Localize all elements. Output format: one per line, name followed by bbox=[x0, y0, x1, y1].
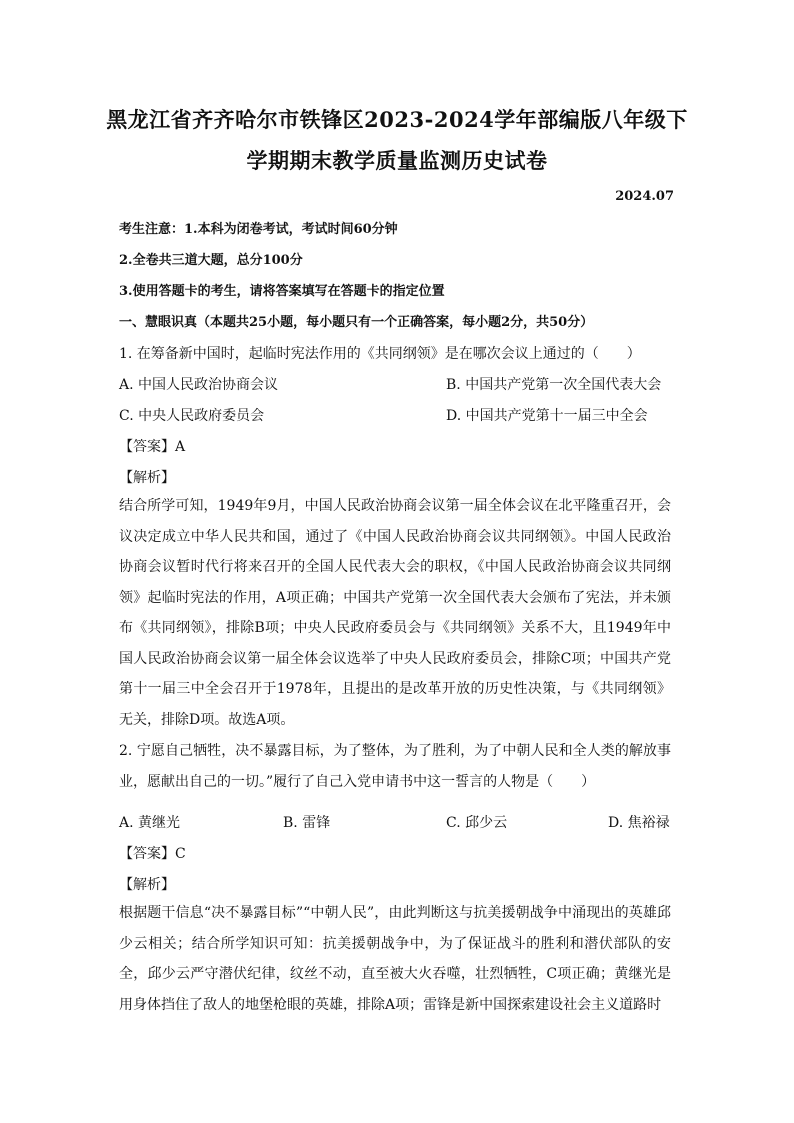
note-1: 考生注意：1.本科为闭卷考试，考试时间60分钟 bbox=[119, 222, 398, 237]
q1-analysis: 结合所学可知，1949年9月，中国人民政治协商会议第一届全体会议在北平隆重召开，会议决定成立中华人民共和国，通过了《中国人民政治协商会议共同纲领》。中国人民政治协商会议暂时代行将来召开的全国人民代表大会的职权，《中国人民政治协商会议共同纲领》起临时宪法的作用，A项正确；中国共产党第一次全国代表大会颁布了宪法，并未颁布《共同纲领》，排除B项；中央人民政府委员会与《共同纲领》关系不大，且1949年中国人民政治协商会议第一届全体会议选举了中央人民政府委员会，排除C项；中国共产党第十一届三中全会召开于1978年，且提出的是改革开放的历史性决策，与《共同纲领》无关，排除D项。故选A项。 bbox=[119, 498, 671, 728]
title-line-2: 学期期末教学质量监测历史试卷 bbox=[246, 148, 548, 173]
q2-stem: 2. 宁愿自己牺牲，决不暴露目标，为了整体，为了胜利，为了中朝人民和全人类的解放事业，愿献出自己的一切。”履行了自己入党申请书中这一誓言的人物是（ ） bbox=[119, 743, 671, 790]
q1-answer: 【答案】A bbox=[119, 439, 186, 455]
exam-date: 2024.07 bbox=[615, 189, 674, 204]
q2-analysis: 根据题干信息“决不暴露目标”“中朝人民”，由此判断这与抗美援朝战争中涌现出的英雄邱少云相关；结合所学知识可知：抗美援朝战争中，为了保证战斗的胜利和潜伏部队的安全，邱少云严守潜伏纪律，纹丝不动，直至被大火吞噬，壮烈牺牲，C项正确；黄继光是用身体挡住了敌人的地堡枪眼的英雄，排除A项；雷锋是新中国探索建设社会主义道路时 bbox=[119, 905, 671, 1013]
q2-answer: 【答案】C bbox=[119, 846, 186, 862]
q1-stem: 1. 在筹备新中国时，起临时宪法作用的《共同纲领》是在哪次会议上通过的（ ） bbox=[119, 346, 641, 362]
q1-option-a: A. 中国人民政治协商会议 bbox=[119, 377, 279, 393]
title-line-1: 黑龙江省齐齐哈尔市铁锋区2023-2024学年部编版八年级下 bbox=[106, 107, 688, 132]
note-3: 3.使用答题卡的考生，请将答案填写在答题卡的指定位置 bbox=[119, 284, 445, 299]
q2-option-b: B. 雷锋 bbox=[283, 815, 331, 831]
q2-option-c: C. 邱少云 bbox=[446, 815, 508, 831]
q2-analysis-label: 【解析】 bbox=[119, 877, 175, 893]
q2-option-a: A. 黄继光 bbox=[119, 815, 181, 831]
q1-option-b: B. 中国共产党第一次全国代表大会 bbox=[446, 377, 662, 393]
q2-option-d: D. 焦裕禄 bbox=[608, 815, 670, 831]
note-2: 2.全卷共三道大题，总分100分 bbox=[119, 253, 303, 268]
section-heading: 一、慧眼识真（本题共25小题，每小题只有一个正确答案，每小题2分，共50分） bbox=[119, 315, 594, 330]
q1-option-c: C. 中央人民政府委员会 bbox=[119, 408, 265, 424]
q1-option-d: D. 中国共产党第十一届三中全会 bbox=[446, 408, 648, 424]
q1-analysis-label: 【解析】 bbox=[119, 470, 175, 486]
